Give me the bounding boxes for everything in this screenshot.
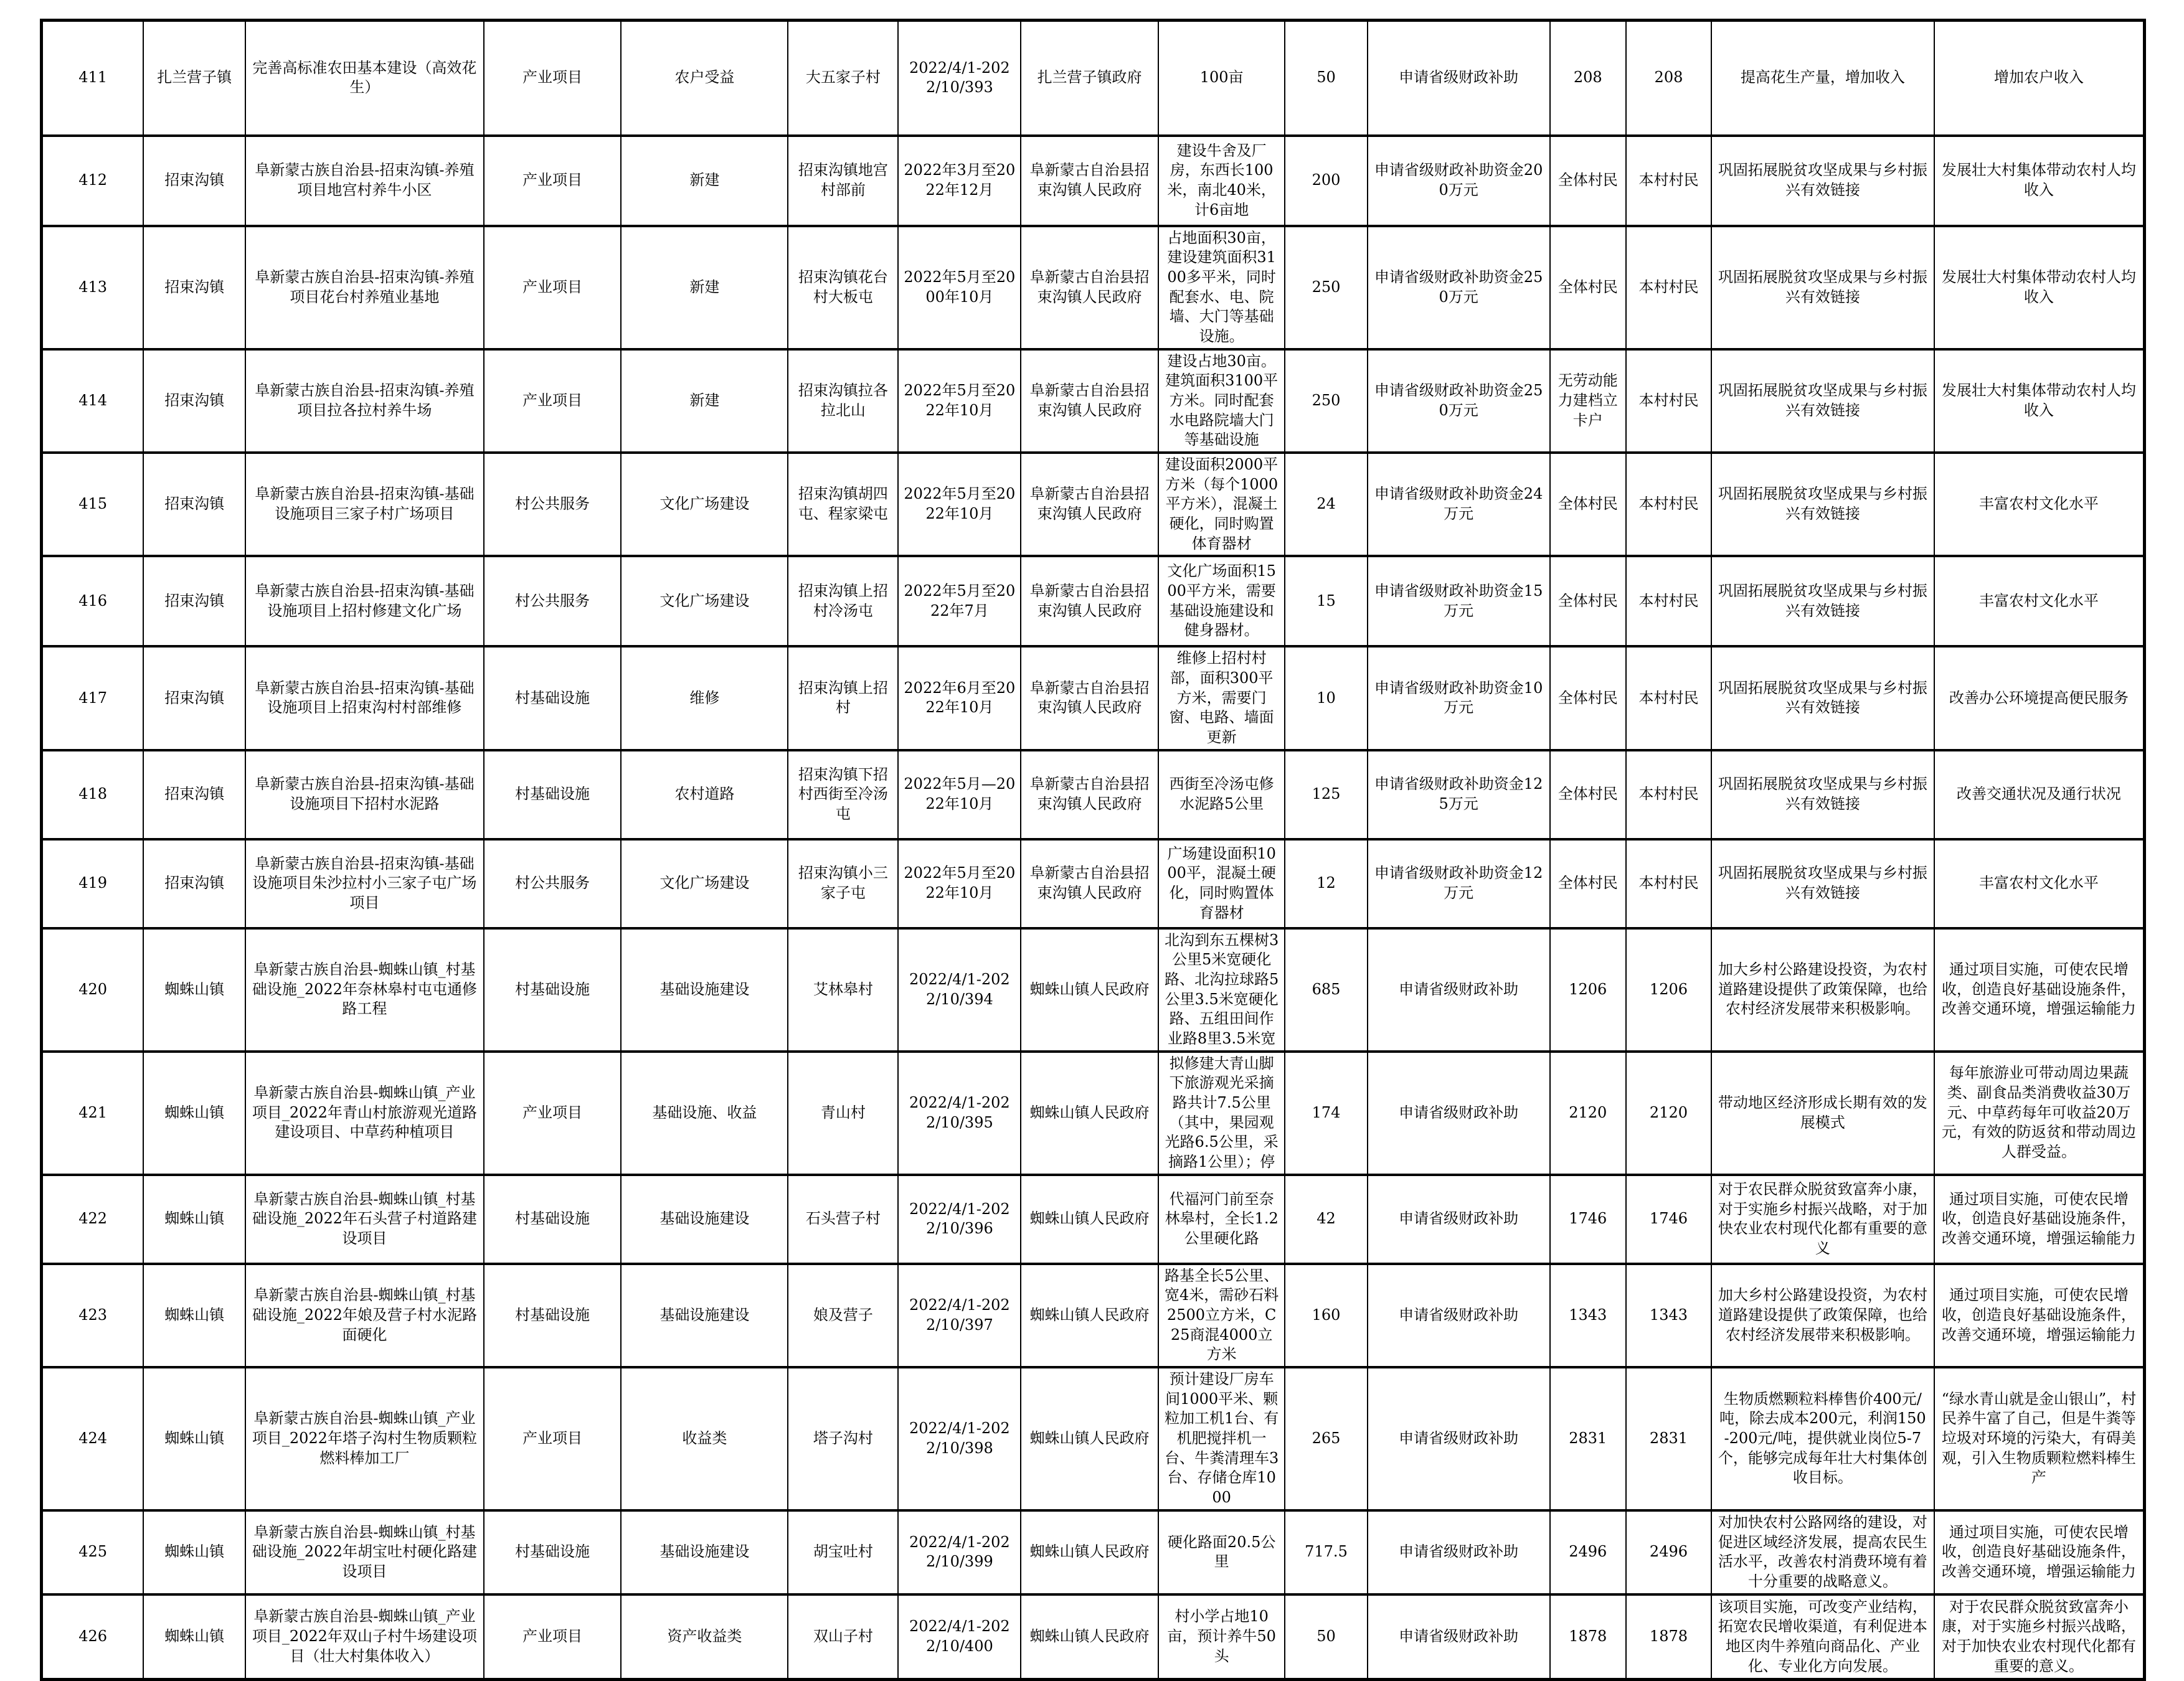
table-cell: 申请省级财政补助: [1368, 21, 1550, 136]
table-cell: 2120: [1626, 1052, 1711, 1175]
table-cell: 加大乡村公路建设投资，为农村道路建设提供了政策保障，也给农村经济发展带来积极影响。: [1711, 1264, 1934, 1367]
table-cell: 招束沟镇: [143, 453, 245, 556]
table-cell: 424: [42, 1367, 144, 1510]
table-row: [42, 750, 2145, 839]
table-cell: 大五家子村: [788, 21, 898, 136]
table-cell: 本村村民: [1626, 136, 1711, 226]
table-cell: 对加快农村公路网络的建设，对促进区域经济发展，提高农民生活水平，改善农村消费环境有着十分重要的战略意义。: [1711, 1510, 1934, 1594]
table-cell: 24: [1285, 453, 1367, 556]
table-cell: 扎兰营子镇政府: [1021, 21, 1158, 136]
table-cell: 阜新蒙古族自治县-蜘蛛山镇_村基础设施_2022年娘及营子村水泥路面硬化: [245, 1264, 484, 1367]
table-cell: 2022/4/1-2022/10/398: [898, 1367, 1021, 1510]
table-cell: 阜新蒙古自治县招束沟镇人民政府: [1021, 349, 1158, 453]
table-cell: 蜘蛛山镇: [143, 928, 245, 1052]
table-row: [42, 1264, 2145, 1367]
table-cell: 阜新蒙古族自治县-招束沟镇-基础设施项目上招束沟村村部维修: [245, 646, 484, 750]
table-cell: 1343: [1550, 1264, 1626, 1367]
table-cell: 西街至冷汤屯修水泥路5公里: [1158, 750, 1285, 839]
table-cell: 申请省级财政补助资金15万元: [1368, 556, 1550, 646]
table-cell: 413: [42, 226, 144, 349]
table-cell: 村小学占地10亩，预计养牛50头: [1158, 1594, 1285, 1680]
table-cell: 娘及营子: [788, 1264, 898, 1367]
table-cell: 产业项目: [484, 349, 622, 453]
table-cell: 阜新蒙古自治县招束沟镇人民政府: [1021, 453, 1158, 556]
table-cell: 产业项目: [484, 1052, 622, 1175]
table-cell: 412: [42, 136, 144, 226]
table-cell: 2496: [1626, 1510, 1711, 1594]
table-cell: 12: [1285, 839, 1367, 928]
table-cell: 208: [1550, 21, 1626, 136]
table-cell: 阜新蒙古族自治县-招束沟镇-基础设施项目上招村修建文化广场: [245, 556, 484, 646]
table-cell: 2022年6月至2022年10月: [898, 646, 1021, 750]
table-cell: 基础设施建设: [621, 928, 788, 1052]
table-cell: 阜新蒙古族自治县-蜘蛛山镇_产业项目_2022年双山子村牛场建设项目（壮大村集体收入）: [245, 1594, 484, 1680]
table-cell: 蜘蛛山镇: [143, 1594, 245, 1680]
table-cell: 1878: [1550, 1594, 1626, 1680]
table-cell: 通过项目实施，可使农民增收，创造良好基础设施条件，改善交通环境，增强运输能力: [1934, 1264, 2145, 1367]
table-cell: 2022年5月至2022年10月: [898, 839, 1021, 928]
table-cell: 蜘蛛山镇人民政府: [1021, 1175, 1158, 1264]
table-cell: 2022/4/1-2022/10/397: [898, 1264, 1021, 1367]
table-cell: 申请省级财政补助资金250万元: [1368, 226, 1550, 349]
table-cell: 2496: [1550, 1510, 1626, 1594]
table-cell: 对于农民群众脱贫致富奔小康，对于实施乡村振兴战略，对于加快农业农村现代化都有重要的意义: [1711, 1175, 1934, 1264]
table-cell: 411: [42, 21, 144, 136]
table-cell: 农户受益: [621, 21, 788, 136]
table-cell: 阜新蒙古族自治县-招束沟镇-养殖项目花台村养殖业基地: [245, 226, 484, 349]
table-cell: 本村村民: [1626, 349, 1711, 453]
table-cell: 本村村民: [1626, 556, 1711, 646]
table-cell: 产业项目: [484, 136, 622, 226]
table-cell: 文化广场建设: [621, 453, 788, 556]
table-cell: 基础设施建设: [621, 1510, 788, 1594]
table-cell: 村基础设施: [484, 928, 622, 1052]
table-cell: 文化广场面积1500平方米，需要基础设施建设和健身器材。: [1158, 556, 1285, 646]
table-cell: 扎兰营子镇: [143, 21, 245, 136]
table-cell: 蜘蛛山镇人民政府: [1021, 1264, 1158, 1367]
table-cell: 全体村民: [1550, 226, 1626, 349]
table-cell: 路基全长5公里、宽4米，需砂石料2500立方米，C25商混4000立方米: [1158, 1264, 1285, 1367]
table-cell: 预计建设厂房车间1000平米、颗粒加工机1台、有机肥搅拌机一台、牛粪清理车3台、存储仓库1000: [1158, 1367, 1285, 1510]
table-cell: 该项目实施，可改变产业结构，拓宽农民增收渠道，有利促进本地区肉牛养殖向商品化、产业化、专业化方向发展。: [1711, 1594, 1934, 1680]
table-cell: 招束沟镇: [143, 750, 245, 839]
table-cell: 阜新蒙古自治县招束沟镇人民政府: [1021, 226, 1158, 349]
table-cell: 全体村民: [1550, 839, 1626, 928]
table-cell: 带动地区经济形成长期有效的发展模式: [1711, 1052, 1934, 1175]
table-cell: 蜘蛛山镇人民政府: [1021, 1594, 1158, 1680]
table-row: [42, 1594, 2145, 1680]
table-cell: 阜新蒙古自治县招束沟镇人民政府: [1021, 646, 1158, 750]
table-cell: 全体村民: [1550, 750, 1626, 839]
table-cell: 收益类: [621, 1367, 788, 1510]
table-cell: 产业项目: [484, 226, 622, 349]
table-cell: 蜘蛛山镇: [143, 1367, 245, 1510]
table-cell: 发展壮大村集体带动农村人均收入: [1934, 349, 2145, 453]
table-cell: 村基础设施: [484, 1510, 622, 1594]
table-cell: 巩固拓展脱贫攻坚成果与乡村振兴有效链接: [1711, 839, 1934, 928]
table-cell: 巩固拓展脱贫攻坚成果与乡村振兴有效链接: [1711, 453, 1934, 556]
table-cell: 416: [42, 556, 144, 646]
table-cell: 拟修建大青山脚下旅游观光采摘路共计7.5公里（其中，果园观光路6.5公里，采摘路1公里）；停: [1158, 1052, 1285, 1175]
table-cell: 申请省级财政补助资金10万元: [1368, 646, 1550, 750]
table-cell: 全体村民: [1550, 453, 1626, 556]
table-row: [42, 1175, 2145, 1264]
table-cell: 蜘蛛山镇人民政府: [1021, 1510, 1158, 1594]
table-cell: 本村村民: [1626, 226, 1711, 349]
table-cell: 招束沟镇小三家子屯: [788, 839, 898, 928]
table-cell: 通过项目实施，可使农民增收，创造良好基础设施条件，改善交通环境，增强运输能力: [1934, 928, 2145, 1052]
table-cell: 250: [1285, 226, 1367, 349]
table-cell: 2022年3月至2022年12月: [898, 136, 1021, 226]
table-cell: 村基础设施: [484, 1175, 622, 1264]
table-cell: 农村道路: [621, 750, 788, 839]
table-cell: 125: [1285, 750, 1367, 839]
table-cell: 阜新蒙古自治县招束沟镇人民政府: [1021, 750, 1158, 839]
table-cell: 对于农民群众脱贫致富奔小康，对于实施乡村振兴战略，对于加快农业农村现代化都有重要的意义。: [1934, 1594, 2145, 1680]
table-cell: 685: [1285, 928, 1367, 1052]
table-cell: 北沟到东五棵树3公里5米宽硬化路、北沟拉球路5公里3.5米宽硬化路、五组田间作业路8里3.5米宽: [1158, 928, 1285, 1052]
table-cell: 新建: [621, 226, 788, 349]
table-row: [42, 1510, 2145, 1594]
table-cell: 丰富农村文化水平: [1934, 453, 2145, 556]
table-cell: 申请省级财政补助资金250万元: [1368, 349, 1550, 453]
table-cell: 产业项目: [484, 1594, 622, 1680]
table-cell: 文化广场建设: [621, 556, 788, 646]
table-cell: 本村村民: [1626, 750, 1711, 839]
table-cell: 巩固拓展脱贫攻坚成果与乡村振兴有效链接: [1711, 136, 1934, 226]
table-cell: 生物质燃颗粒料棒售价400元/吨，除去成本200元，利润150-200元/吨，提供就业岗位5-7个，能够完成每年壮大村集体创收目标。: [1711, 1367, 1934, 1510]
table-cell: 通过项目实施，可使农民增收，创造良好基础设施条件，改善交通环境，增强运输能力: [1934, 1175, 2145, 1264]
table-cell: 基础设施、收益: [621, 1052, 788, 1175]
table-cell: 村基础设施: [484, 646, 622, 750]
table-cell: 申请省级财政补助资金12万元: [1368, 839, 1550, 928]
table-row: [42, 1367, 2145, 1510]
table-cell: 2022/4/1-2022/10/400: [898, 1594, 1021, 1680]
table-cell: 招束沟镇胡四屯、程家梁屯: [788, 453, 898, 556]
projects-table: [40, 19, 2146, 1681]
table-cell: 申请省级财政补助: [1368, 1175, 1550, 1264]
table-cell: 申请省级财政补助: [1368, 1264, 1550, 1367]
table-cell: 申请省级财政补助资金200万元: [1368, 136, 1550, 226]
table-cell: 招束沟镇下招村西街至冷汤屯: [788, 750, 898, 839]
table-cell: 蜘蛛山镇: [143, 1264, 245, 1367]
table-cell: 2120: [1550, 1052, 1626, 1175]
table-cell: 增加农户收入: [1934, 21, 2145, 136]
table-cell: 421: [42, 1052, 144, 1175]
table-cell: 2022年5月至2000年10月: [898, 226, 1021, 349]
table-cell: 417: [42, 646, 144, 750]
table-cell: 加大乡村公路建设投资，为农村道路建设提供了政策保障，也给农村经济发展带来积极影响。: [1711, 928, 1934, 1052]
table-cell: 申请省级财政补助资金125万元: [1368, 750, 1550, 839]
table-cell: 招束沟镇拉各拉北山: [788, 349, 898, 453]
table-cell: 巩固拓展脱贫攻坚成果与乡村振兴有效链接: [1711, 349, 1934, 453]
table-cell: 426: [42, 1594, 144, 1680]
table-cell: 新建: [621, 349, 788, 453]
table-cell: 发展壮大村集体带动农村人均收入: [1934, 226, 2145, 349]
table-cell: 村公共服务: [484, 453, 622, 556]
table-cell: 全体村民: [1550, 556, 1626, 646]
table-cell: 全体村民: [1550, 646, 1626, 750]
table-cell: 2022年5月—2022年10月: [898, 750, 1021, 839]
table-cell: 蜘蛛山镇: [143, 1052, 245, 1175]
table-cell: 1343: [1626, 1264, 1711, 1367]
table-cell: 1746: [1626, 1175, 1711, 1264]
table-cell: 发展壮大村集体带动农村人均收入: [1934, 136, 2145, 226]
table-cell: 419: [42, 839, 144, 928]
table-cell: 阜新蒙古自治县招束沟镇人民政府: [1021, 556, 1158, 646]
table-body: [42, 21, 2145, 1680]
table-cell: 2022年5月至2022年10月: [898, 349, 1021, 453]
table-cell: 建设面积2000平方米（每个1000平方米），混凝土硬化，同时购置体育器材: [1158, 453, 1285, 556]
table-cell: 250: [1285, 349, 1367, 453]
table-row: [42, 453, 2145, 556]
table-cell: 改善办公环境提高便民服务: [1934, 646, 2145, 750]
table-cell: 2831: [1550, 1367, 1626, 1510]
table-cell: 阜新蒙古族自治县-蜘蛛山镇_产业项目_2022年青山村旅游观光道路建设项目、中草药种植项目: [245, 1052, 484, 1175]
table-cell: 建设占地30亩。建筑面积3100平方米。同时配套水电路院墙大门等基础设施: [1158, 349, 1285, 453]
table-row: [42, 928, 2145, 1052]
table-cell: 1746: [1550, 1175, 1626, 1264]
table-cell: 42: [1285, 1175, 1367, 1264]
table-cell: 招束沟镇地宫村部前: [788, 136, 898, 226]
table-cell: 基础设施建设: [621, 1175, 788, 1264]
table-cell: 420: [42, 928, 144, 1052]
table-cell: 产业项目: [484, 21, 622, 136]
table-cell: 提高花生产量，增加收入: [1711, 21, 1934, 136]
table-cell: 基础设施建设: [621, 1264, 788, 1367]
table-cell: 申请省级财政补助: [1368, 1594, 1550, 1680]
table-cell: 村公共服务: [484, 839, 622, 928]
table-row: [42, 136, 2145, 226]
table-cell: 申请省级财政补助: [1368, 1510, 1550, 1594]
table-cell: 阜新蒙古族自治县-招束沟镇-养殖项目地宫村养牛小区: [245, 136, 484, 226]
table-cell: 招束沟镇: [143, 646, 245, 750]
table-row: [42, 556, 2145, 646]
table-cell: 硬化路面20.5公里: [1158, 1510, 1285, 1594]
table-cell: 160: [1285, 1264, 1367, 1367]
table-cell: 通过项目实施，可使农民增收，创造良好基础设施条件，改善交通环境，增强运输能力: [1934, 1510, 2145, 1594]
table-cell: 全体村民: [1550, 136, 1626, 226]
table-cell: 每年旅游业可带动周边果蔬类、副食品类消费收益30万元、中草药每年可收益20万元，有效的防返贫和带动周边人群受益。: [1934, 1052, 2145, 1175]
spreadsheet-area: [40, 19, 2146, 1681]
table-cell: 蜘蛛山镇人民政府: [1021, 1052, 1158, 1175]
table-cell: 阜新蒙古族自治县-蜘蛛山镇_产业项目_2022年塔子沟村生物质颗粒燃料棒加工厂: [245, 1367, 484, 1510]
table-cell: 双山子村: [788, 1594, 898, 1680]
table-cell: 文化广场建设: [621, 839, 788, 928]
table-cell: 717.5: [1285, 1510, 1367, 1594]
table-cell: 巩固拓展脱贫攻坚成果与乡村振兴有效链接: [1711, 226, 1934, 349]
table-cell: 资产收益类: [621, 1594, 788, 1680]
table-cell: 无劳动能力建档立卡户: [1550, 349, 1626, 453]
table-cell: 本村村民: [1626, 453, 1711, 556]
table-cell: 本村村民: [1626, 646, 1711, 750]
table-cell: 完善高标准农田基本建设（高效花生）: [245, 21, 484, 136]
table-cell: 蜘蛛山镇人民政府: [1021, 928, 1158, 1052]
table-row: [42, 349, 2145, 453]
table-cell: 蜘蛛山镇: [143, 1175, 245, 1264]
table-cell: 2831: [1626, 1367, 1711, 1510]
table-cell: 招束沟镇: [143, 349, 245, 453]
table-cell: 265: [1285, 1367, 1367, 1510]
table-cell: 10: [1285, 646, 1367, 750]
table-cell: 阜新蒙古族自治县-招束沟镇-养殖项目拉各拉村养牛场: [245, 349, 484, 453]
table-cell: 422: [42, 1175, 144, 1264]
table-cell: 丰富农村文化水平: [1934, 839, 2145, 928]
table-row: [42, 646, 2145, 750]
table-cell: 423: [42, 1264, 144, 1367]
table-cell: 蜘蛛山镇人民政府: [1021, 1367, 1158, 1510]
table-cell: 巩固拓展脱贫攻坚成果与乡村振兴有效链接: [1711, 750, 1934, 839]
table-cell: 建设牛舍及厂房，东西长100米，南北40米，计6亩地: [1158, 136, 1285, 226]
table-cell: 村公共服务: [484, 556, 622, 646]
table-cell: 2022年5月至2022年7月: [898, 556, 1021, 646]
table-cell: 2022/4/1-2022/10/399: [898, 1510, 1021, 1594]
table-cell: 200: [1285, 136, 1367, 226]
table-cell: 招束沟镇: [143, 226, 245, 349]
table-cell: 广场建设面积1000平，混凝土硬化，同时购置体育器材: [1158, 839, 1285, 928]
table-cell: 青山村: [788, 1052, 898, 1175]
table-cell: 艾林皋村: [788, 928, 898, 1052]
table-cell: 村基础设施: [484, 1264, 622, 1367]
table-cell: 蜘蛛山镇: [143, 1510, 245, 1594]
table-cell: 维修上招村村部，面积300平方米，需要门窗、电路、墙面更新: [1158, 646, 1285, 750]
table-cell: 招束沟镇: [143, 136, 245, 226]
table-cell: 维修: [621, 646, 788, 750]
table-cell: “绿水青山就是金山银山”，村民养牛富了自己，但是牛粪等垃圾对环境的污染大，有碍美观，引入生物质颗粒燃料棒生产: [1934, 1367, 2145, 1510]
table-cell: 100亩: [1158, 21, 1285, 136]
table-cell: 2022年5月至2022年10月: [898, 453, 1021, 556]
table-cell: 招束沟镇花台村大板屯: [788, 226, 898, 349]
table-cell: 15: [1285, 556, 1367, 646]
table-row: [42, 21, 2145, 136]
table-cell: 1206: [1550, 928, 1626, 1052]
table-cell: 阜新蒙古自治县招束沟镇人民政府: [1021, 839, 1158, 928]
table-row: [42, 1052, 2145, 1175]
table-row: [42, 839, 2145, 928]
table-cell: 阜新蒙古族自治县-招束沟镇-基础设施项目下招村水泥路: [245, 750, 484, 839]
table-cell: 本村村民: [1626, 839, 1711, 928]
table-cell: 招束沟镇上招村: [788, 646, 898, 750]
table-cell: 1878: [1626, 1594, 1711, 1680]
table-cell: 招束沟镇上招村冷汤屯: [788, 556, 898, 646]
table-cell: 415: [42, 453, 144, 556]
table-cell: 2022/4/1-2022/10/394: [898, 928, 1021, 1052]
table-cell: 50: [1285, 21, 1367, 136]
table-cell: 2022/4/1-2022/10/396: [898, 1175, 1021, 1264]
table-cell: 占地面积30亩，建设建筑面积3100多平米，同时配套水、电、院墙、大门等基础设施。: [1158, 226, 1285, 349]
table-cell: 巩固拓展脱贫攻坚成果与乡村振兴有效链接: [1711, 556, 1934, 646]
table-cell: 申请省级财政补助: [1368, 1367, 1550, 1510]
table-cell: 208: [1626, 21, 1711, 136]
table-cell: 新建: [621, 136, 788, 226]
table-cell: 阜新蒙古族自治县-蜘蛛山镇_村基础设施_2022年胡宝吐村硬化路建设项目: [245, 1510, 484, 1594]
table-row: [42, 226, 2145, 349]
table-cell: 50: [1285, 1594, 1367, 1680]
table-cell: 村基础设施: [484, 750, 622, 839]
table-cell: 1206: [1626, 928, 1711, 1052]
table-cell: 石头营子村: [788, 1175, 898, 1264]
table-cell: 招束沟镇: [143, 556, 245, 646]
table-cell: 申请省级财政补助: [1368, 1052, 1550, 1175]
table-cell: 胡宝吐村: [788, 1510, 898, 1594]
table-cell: 代福河门前至奈林皋村，全长1.2公里硬化路: [1158, 1175, 1285, 1264]
table-cell: 阜新蒙古族自治县-招束沟镇-基础设施项目三家子村广场项目: [245, 453, 484, 556]
table-cell: 阜新蒙古族自治县-招束沟镇-基础设施项目朱沙拉村小三家子屯广场项目: [245, 839, 484, 928]
table-cell: 塔子沟村: [788, 1367, 898, 1510]
table-cell: 招束沟镇: [143, 839, 245, 928]
table-cell: 阜新蒙古族自治县-蜘蛛山镇_村基础设施_2022年石头营子村道路建设项目: [245, 1175, 484, 1264]
table-cell: 丰富农村文化水平: [1934, 556, 2145, 646]
table-cell: 阜新蒙古族自治县-蜘蛛山镇_村基础设施_2022年奈林皋村屯屯通修路工程: [245, 928, 484, 1052]
table-cell: 改善交通状况及通行状况: [1934, 750, 2145, 839]
table-cell: 425: [42, 1510, 144, 1594]
table-cell: 申请省级财政补助资金24万元: [1368, 453, 1550, 556]
table-cell: 阜新蒙古自治县招束沟镇人民政府: [1021, 136, 1158, 226]
table-cell: 巩固拓展脱贫攻坚成果与乡村振兴有效链接: [1711, 646, 1934, 750]
table-cell: 174: [1285, 1052, 1367, 1175]
table-cell: 414: [42, 349, 144, 453]
table-cell: 2022/4/1-2022/10/395: [898, 1052, 1021, 1175]
table-cell: 2022/4/1-2022/10/393: [898, 21, 1021, 136]
table-cell: 418: [42, 750, 144, 839]
table-cell: 申请省级财政补助: [1368, 928, 1550, 1052]
table-cell: 产业项目: [484, 1367, 622, 1510]
